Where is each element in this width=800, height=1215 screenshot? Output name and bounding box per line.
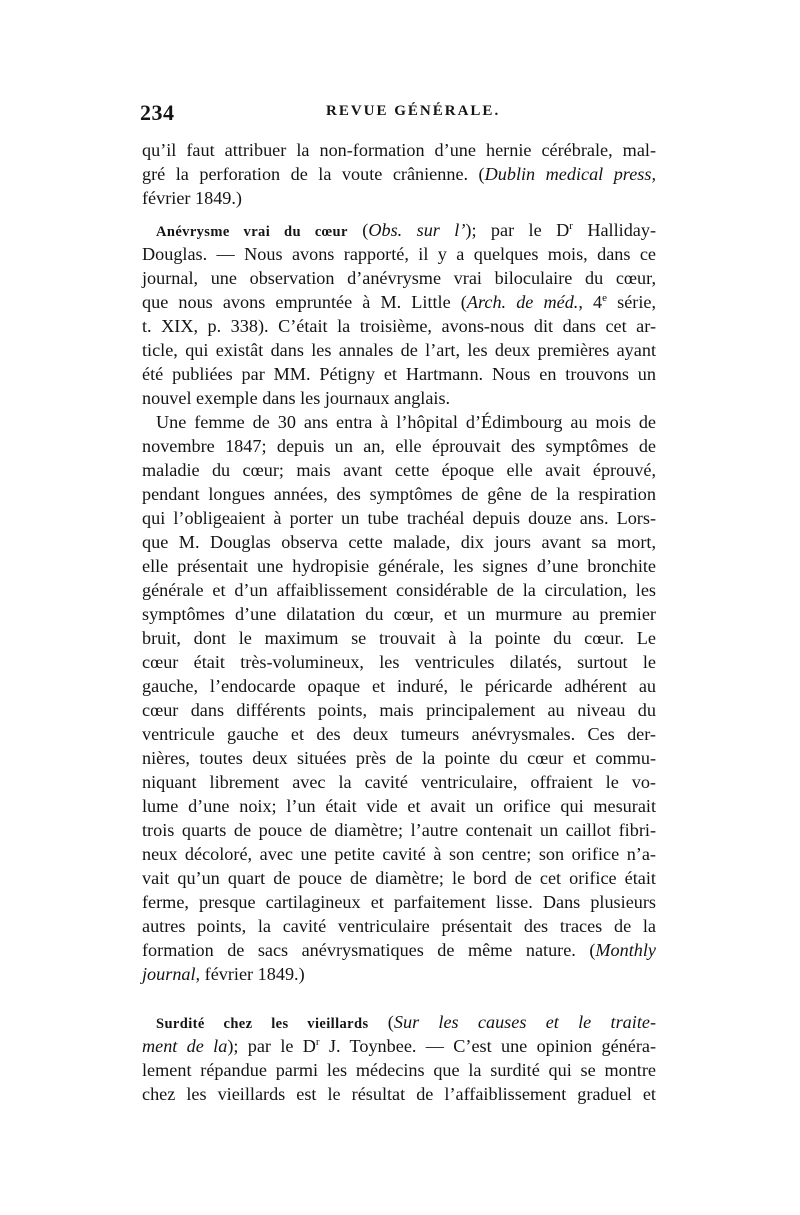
text-line: maladie du cœur; mais avant cette époque elle avait éprouvé, xyxy=(142,460,656,480)
text-line: chez les vieillards est le résultat de l’affaiblissement graduel et xyxy=(142,1084,656,1104)
text-run: formation de sacs anévrysmatiques de même nature. ( xyxy=(142,940,596,960)
text-line: journal, une observation d’anévrysme vrai biloculaire du cœur, xyxy=(142,268,656,288)
citation-italic: Dublin medical press, xyxy=(484,164,656,184)
text-line: lement répandue parmi les médecins que la surdité qui se montre xyxy=(142,1060,656,1080)
text-run: février 1849.) xyxy=(142,188,242,208)
text-line: neux décoloré, avec une petite cavité à son centre; son orifice n’a- xyxy=(142,844,656,864)
text-line: trois quarts de pouce de diamètre; l’autre contenait un caillot fibri- xyxy=(142,820,656,840)
text-run: ); par le D xyxy=(227,1036,316,1056)
section-heading-line xyxy=(142,218,656,242)
text-line: gauche, l’endocarde opaque et induré, le péricarde adhérent au xyxy=(142,676,656,696)
text-line xyxy=(142,1034,656,1058)
text-line: ventricule gauche et des deux tumeurs anévrysmales. Ces der- xyxy=(142,724,656,744)
text-run: série, xyxy=(607,292,656,312)
section-heading: Anévrysme vrai du cœur xyxy=(156,224,348,240)
text-line xyxy=(142,290,656,314)
text-line xyxy=(142,186,656,210)
superscript: e xyxy=(602,291,607,304)
text-line xyxy=(142,162,656,186)
text-run: février 1849.) xyxy=(200,964,305,984)
page-header xyxy=(140,100,660,126)
section-heading-line xyxy=(142,1010,656,1034)
text-run: , 4 xyxy=(578,292,603,312)
text-line: générale et d’un affaiblissement considérable de la circulation, les xyxy=(142,580,656,600)
citation-italic: Obs. sur l’ xyxy=(368,220,466,240)
text-line: cœur était très-volumineux, les ventricules dilatés, surtout le xyxy=(142,652,656,672)
text-line: cœur dans différents points, mais principalement au niveau du xyxy=(142,700,656,720)
text-run: ); par le D xyxy=(465,220,570,240)
text-run: gré la perforation de la voute crânienne. ( xyxy=(142,164,485,184)
citation-italic: journal, xyxy=(142,964,201,984)
text-line: ticle, qui existât dans les annales de l’art, les deux premières ayant xyxy=(142,340,656,360)
text-line: Une femme de 30 ans entra à l’hôpital d’Édimbourg au mois de xyxy=(156,412,656,432)
citation-italic: Arch. de méd. xyxy=(466,292,579,312)
text-line: qui l’obligeaient à porter un tube trachéal depuis douze ans. Lors- xyxy=(142,508,656,528)
text-line: pendant longues années, des symptômes de gêne de la respiration xyxy=(142,484,656,504)
section-heading: Surdité chez les vieillards xyxy=(156,1016,369,1032)
text-line: ferme, presque cartilagineux et parfaitement lisse. Dans plusieurs xyxy=(142,892,656,912)
text-line: lume d’une noix; l’un était vide et avait un orifice qui mesurait xyxy=(142,796,656,816)
running-title: REVUE GÉNÉRALE. xyxy=(326,103,501,119)
page-number: 234 xyxy=(140,100,175,125)
text-line: été publiées par MM. Pétigny et Hartmann. Nous en trouvons un xyxy=(142,364,656,384)
citation-italic: ment de la xyxy=(142,1036,228,1056)
text-line: Douglas. — Nous avons rapporté, il y a quelques mois, dans ce xyxy=(142,244,656,264)
text-run: ( xyxy=(347,220,369,240)
text-line: vait qu’un quart de pouce de diamètre; le bord de cet orifice était xyxy=(142,868,656,888)
text-line: nouvel exemple dans les journaux anglais. xyxy=(142,388,451,408)
citation-italic: Monthly xyxy=(595,940,656,960)
text-line: bruit, dont le maximum se trouvait à la pointe du cœur. Le xyxy=(142,628,656,648)
text-line xyxy=(142,938,656,962)
superscript: r xyxy=(569,219,573,232)
text-line: elle présentait une hydropisie générale, les signes d’une bronchite xyxy=(142,556,656,576)
text-run: que nous avons empruntée à M. Little ( xyxy=(142,292,467,312)
text-line: niquant librement avec la cavité ventriculaire, offraient le vo- xyxy=(142,772,656,792)
text-line: novembre 1847; depuis un an, elle éprouvait des symptômes de xyxy=(142,436,656,456)
text-run: Halliday- xyxy=(572,220,657,240)
text-line xyxy=(142,138,656,162)
text-run: qu’il faut attribuer la non-formation d’une hernie cérébrale, mal- xyxy=(142,140,656,160)
text-line: nières, toutes deux situées près de la pointe du cœur et commu- xyxy=(142,748,656,768)
text-line: t. XIX, p. 338). C’était la troisième, avons-nous dit dans cet ar- xyxy=(142,316,656,336)
superscript: r xyxy=(315,1035,320,1048)
text-line: que M. Douglas observa cette malade, dix jours avant sa mort, xyxy=(142,532,656,552)
text-run: ( xyxy=(368,1012,394,1032)
citation-italic: Sur les causes et le traite- xyxy=(393,1012,657,1032)
text-line xyxy=(142,962,656,986)
text-run: J. Toynbee. — C’est une opinion généra- xyxy=(319,1036,656,1056)
text-line: symptômes d’une dilatation du cœur, et un murmure au premier xyxy=(142,604,656,624)
text-line: autres points, la cavité ventriculaire présentait des traces de la xyxy=(142,916,656,936)
